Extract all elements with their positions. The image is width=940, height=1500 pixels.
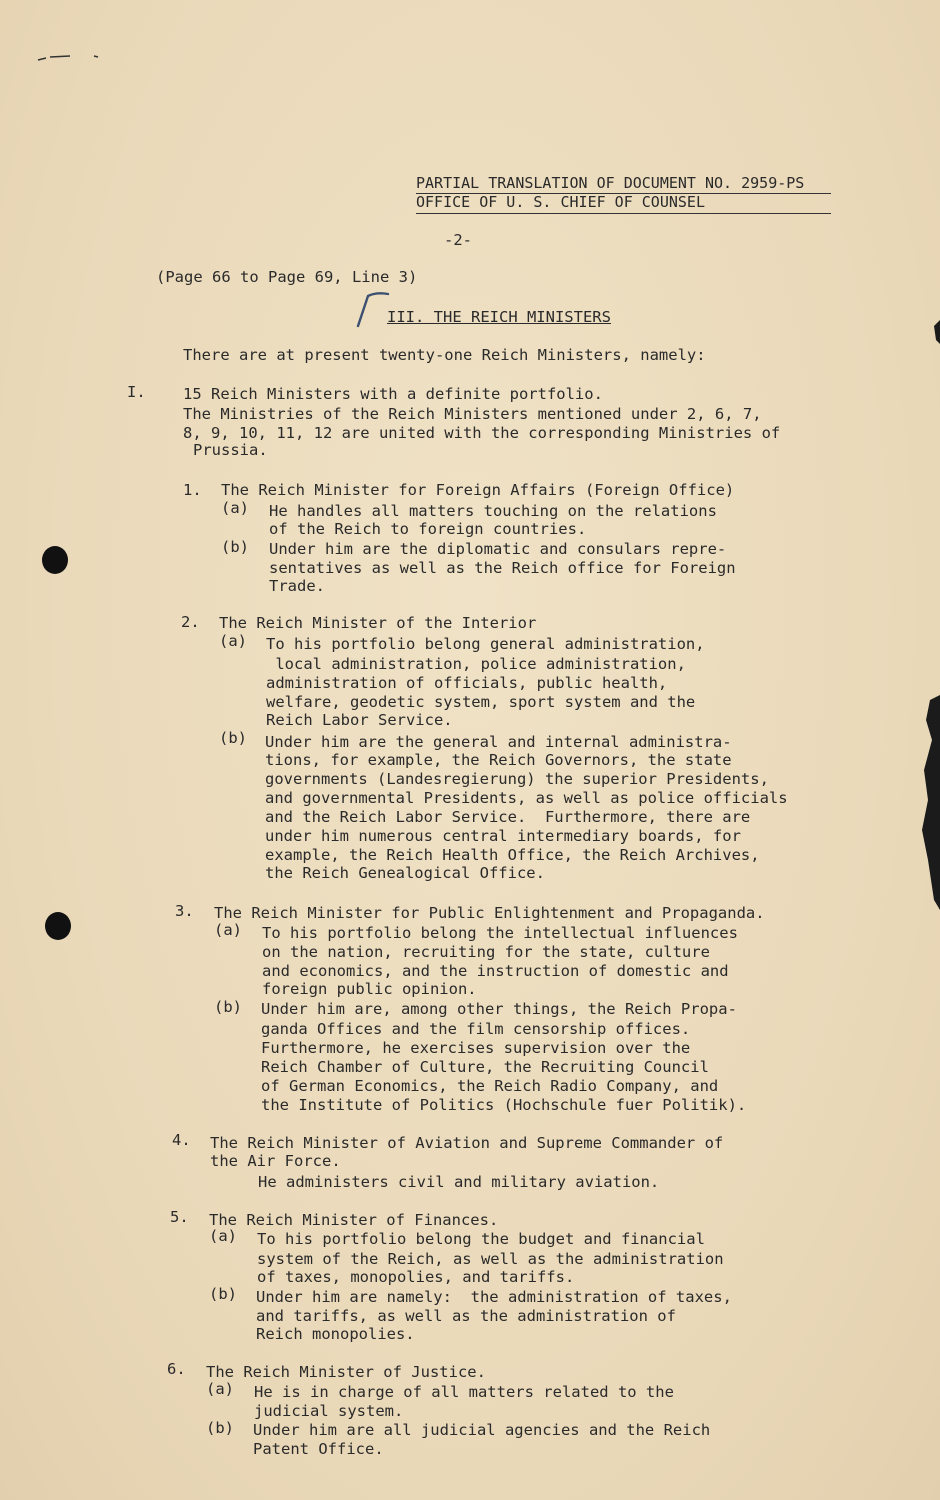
section-title: III. THE REICH MINISTERS xyxy=(387,308,611,326)
part-line: 8, 9, 10, 11, 12 are united with the corresponding Ministries of xyxy=(183,424,781,442)
item-title: The Reich Minister for Foreign Affairs (Foreign Office) xyxy=(221,481,735,499)
pencil-check-mark xyxy=(352,290,392,330)
sub-label: (a) xyxy=(206,1380,234,1398)
part-line: The Ministries of the Reich Ministers mentioned under 2, 6, 7, xyxy=(183,405,762,423)
sub-line: on the nation, recruiting for the state, culture xyxy=(262,943,710,961)
sub-line: example, the Reich Health Office, the Reich Archives, xyxy=(265,846,760,864)
sub-line: To his portfolio belong the budget and financial xyxy=(257,1230,705,1248)
part-line: 15 Reich Ministers with a definite portfolio. xyxy=(183,385,603,403)
sub-line: Furthermore, he exercises supervision over the xyxy=(261,1039,691,1057)
sub-line: administration of officials, public health, xyxy=(266,674,668,692)
sub-line: Under him are namely: the administration of taxes, xyxy=(256,1288,732,1306)
sub-line: To his portfolio belong the intellectual influences xyxy=(262,924,738,942)
torn-edge xyxy=(914,300,940,1000)
punch-hole-bottom xyxy=(45,912,71,940)
item-number: 5. xyxy=(170,1208,189,1226)
sub-line: of German Economics, the Reich Radio Company, and xyxy=(261,1077,719,1095)
sub-line: Under him are the general and internal administra- xyxy=(265,733,732,751)
sub-label: (b) xyxy=(221,538,249,556)
sub-line: ganda Offices and the film censorship offices. xyxy=(261,1020,691,1038)
sub-label: (b) xyxy=(214,998,242,1016)
part-line: Prussia. xyxy=(193,441,268,459)
sub-line: Under him are, among other things, the Reich Propa- xyxy=(261,1000,737,1018)
item-number: 1. xyxy=(183,481,202,499)
header-office: OFFICE OF U. S. CHIEF OF COUNSEL xyxy=(416,193,705,211)
sub-line: Reich Labor Service. xyxy=(266,711,453,729)
item-number: 3. xyxy=(175,902,194,920)
sub-line: Under him are the diplomatic and consulars repre- xyxy=(269,540,727,558)
sub-line: judicial system. xyxy=(254,1402,404,1420)
sub-label: (a) xyxy=(209,1227,237,1245)
sub-line: of taxes, monopolies, and tariffs. xyxy=(257,1268,575,1286)
header-title: PARTIAL TRANSLATION OF DOCUMENT NO. 2959-PS xyxy=(416,174,805,192)
sub-line: Patent Office. xyxy=(253,1440,384,1458)
item-number: 6. xyxy=(167,1360,186,1378)
sub-line: governments (Landesregierung) the superior Presidents, xyxy=(265,770,769,788)
sub-label: (b) xyxy=(209,1285,237,1303)
item-title: The Reich Minister of Aviation and Supreme Commander of xyxy=(210,1134,724,1152)
sub-line: To his portfolio belong general administration, xyxy=(266,635,705,653)
item-title: The Reich Minister of Finances. xyxy=(209,1211,499,1229)
sub-line: Under him are all judicial agencies and the Reich xyxy=(253,1421,711,1439)
sub-label: (a) xyxy=(219,632,247,650)
punch-hole-top xyxy=(42,546,68,574)
header-rule-top xyxy=(416,193,831,194)
sub-line: and the Reich Labor Service. Furthermore, there are xyxy=(265,808,751,826)
item-number: 4. xyxy=(172,1131,191,1149)
document-header xyxy=(416,174,831,212)
sub-label: (b) xyxy=(206,1419,234,1437)
page-reference: (Page 66 to Page 69, Line 3) xyxy=(156,268,418,286)
sub-line: welfare, geodetic system, sport system and the xyxy=(266,693,696,711)
item-title: The Reich Minister of the Interior xyxy=(219,614,537,632)
item-title: The Reich Minister for Public Enlightenment and Propaganda. xyxy=(214,904,765,922)
sub-line: Reich monopolies. xyxy=(256,1325,415,1343)
sub-line: and governmental Presidents, as well as police officials xyxy=(265,789,788,807)
sub-label: (a) xyxy=(221,499,249,517)
item-note: He administers civil and military aviation. xyxy=(258,1173,660,1191)
intro-text: There are at present twenty-one Reich Ministers, namely: xyxy=(183,346,706,364)
sub-label: (b) xyxy=(219,729,247,747)
sub-line: Reich Chamber of Culture, the Recruiting Council xyxy=(261,1058,709,1076)
sub-line: system of the Reich, as well as the administration xyxy=(257,1250,724,1268)
sub-line: the Reich Genealogical Office. xyxy=(265,864,545,882)
sub-line: under him numerous central intermediary boards, for xyxy=(265,827,741,845)
sub-line: local administration, police administration, xyxy=(266,655,686,673)
part-numeral: I. xyxy=(127,383,146,401)
sub-line: of the Reich to foreign countries. xyxy=(269,520,587,538)
sub-line: Trade. xyxy=(269,577,325,595)
page-number: -2- xyxy=(444,231,472,249)
item-title: The Reich Minister of Justice. xyxy=(206,1363,486,1381)
sub-label: (a) xyxy=(214,921,242,939)
sub-line: sentatives as well as the Reich office for Foreign xyxy=(269,559,736,577)
ink-scuff-mark xyxy=(36,52,100,64)
sub-line: the Institute of Politics (Hochschule fuer Politik). xyxy=(261,1096,747,1114)
item-number: 2. xyxy=(181,613,200,631)
sub-line: He handles all matters touching on the relations xyxy=(269,502,717,520)
sub-line: and tariffs, as well as the administration of xyxy=(256,1307,676,1325)
sub-line: tions, for example, the Reich Governors, the state xyxy=(265,751,732,769)
sub-line: foreign public opinion. xyxy=(262,980,477,998)
item-title: the Air Force. xyxy=(210,1152,341,1170)
sub-line: He is in charge of all matters related to the xyxy=(254,1383,674,1401)
sub-line: and economics, and the instruction of domestic and xyxy=(262,962,729,980)
header-rule-bottom xyxy=(416,213,831,214)
